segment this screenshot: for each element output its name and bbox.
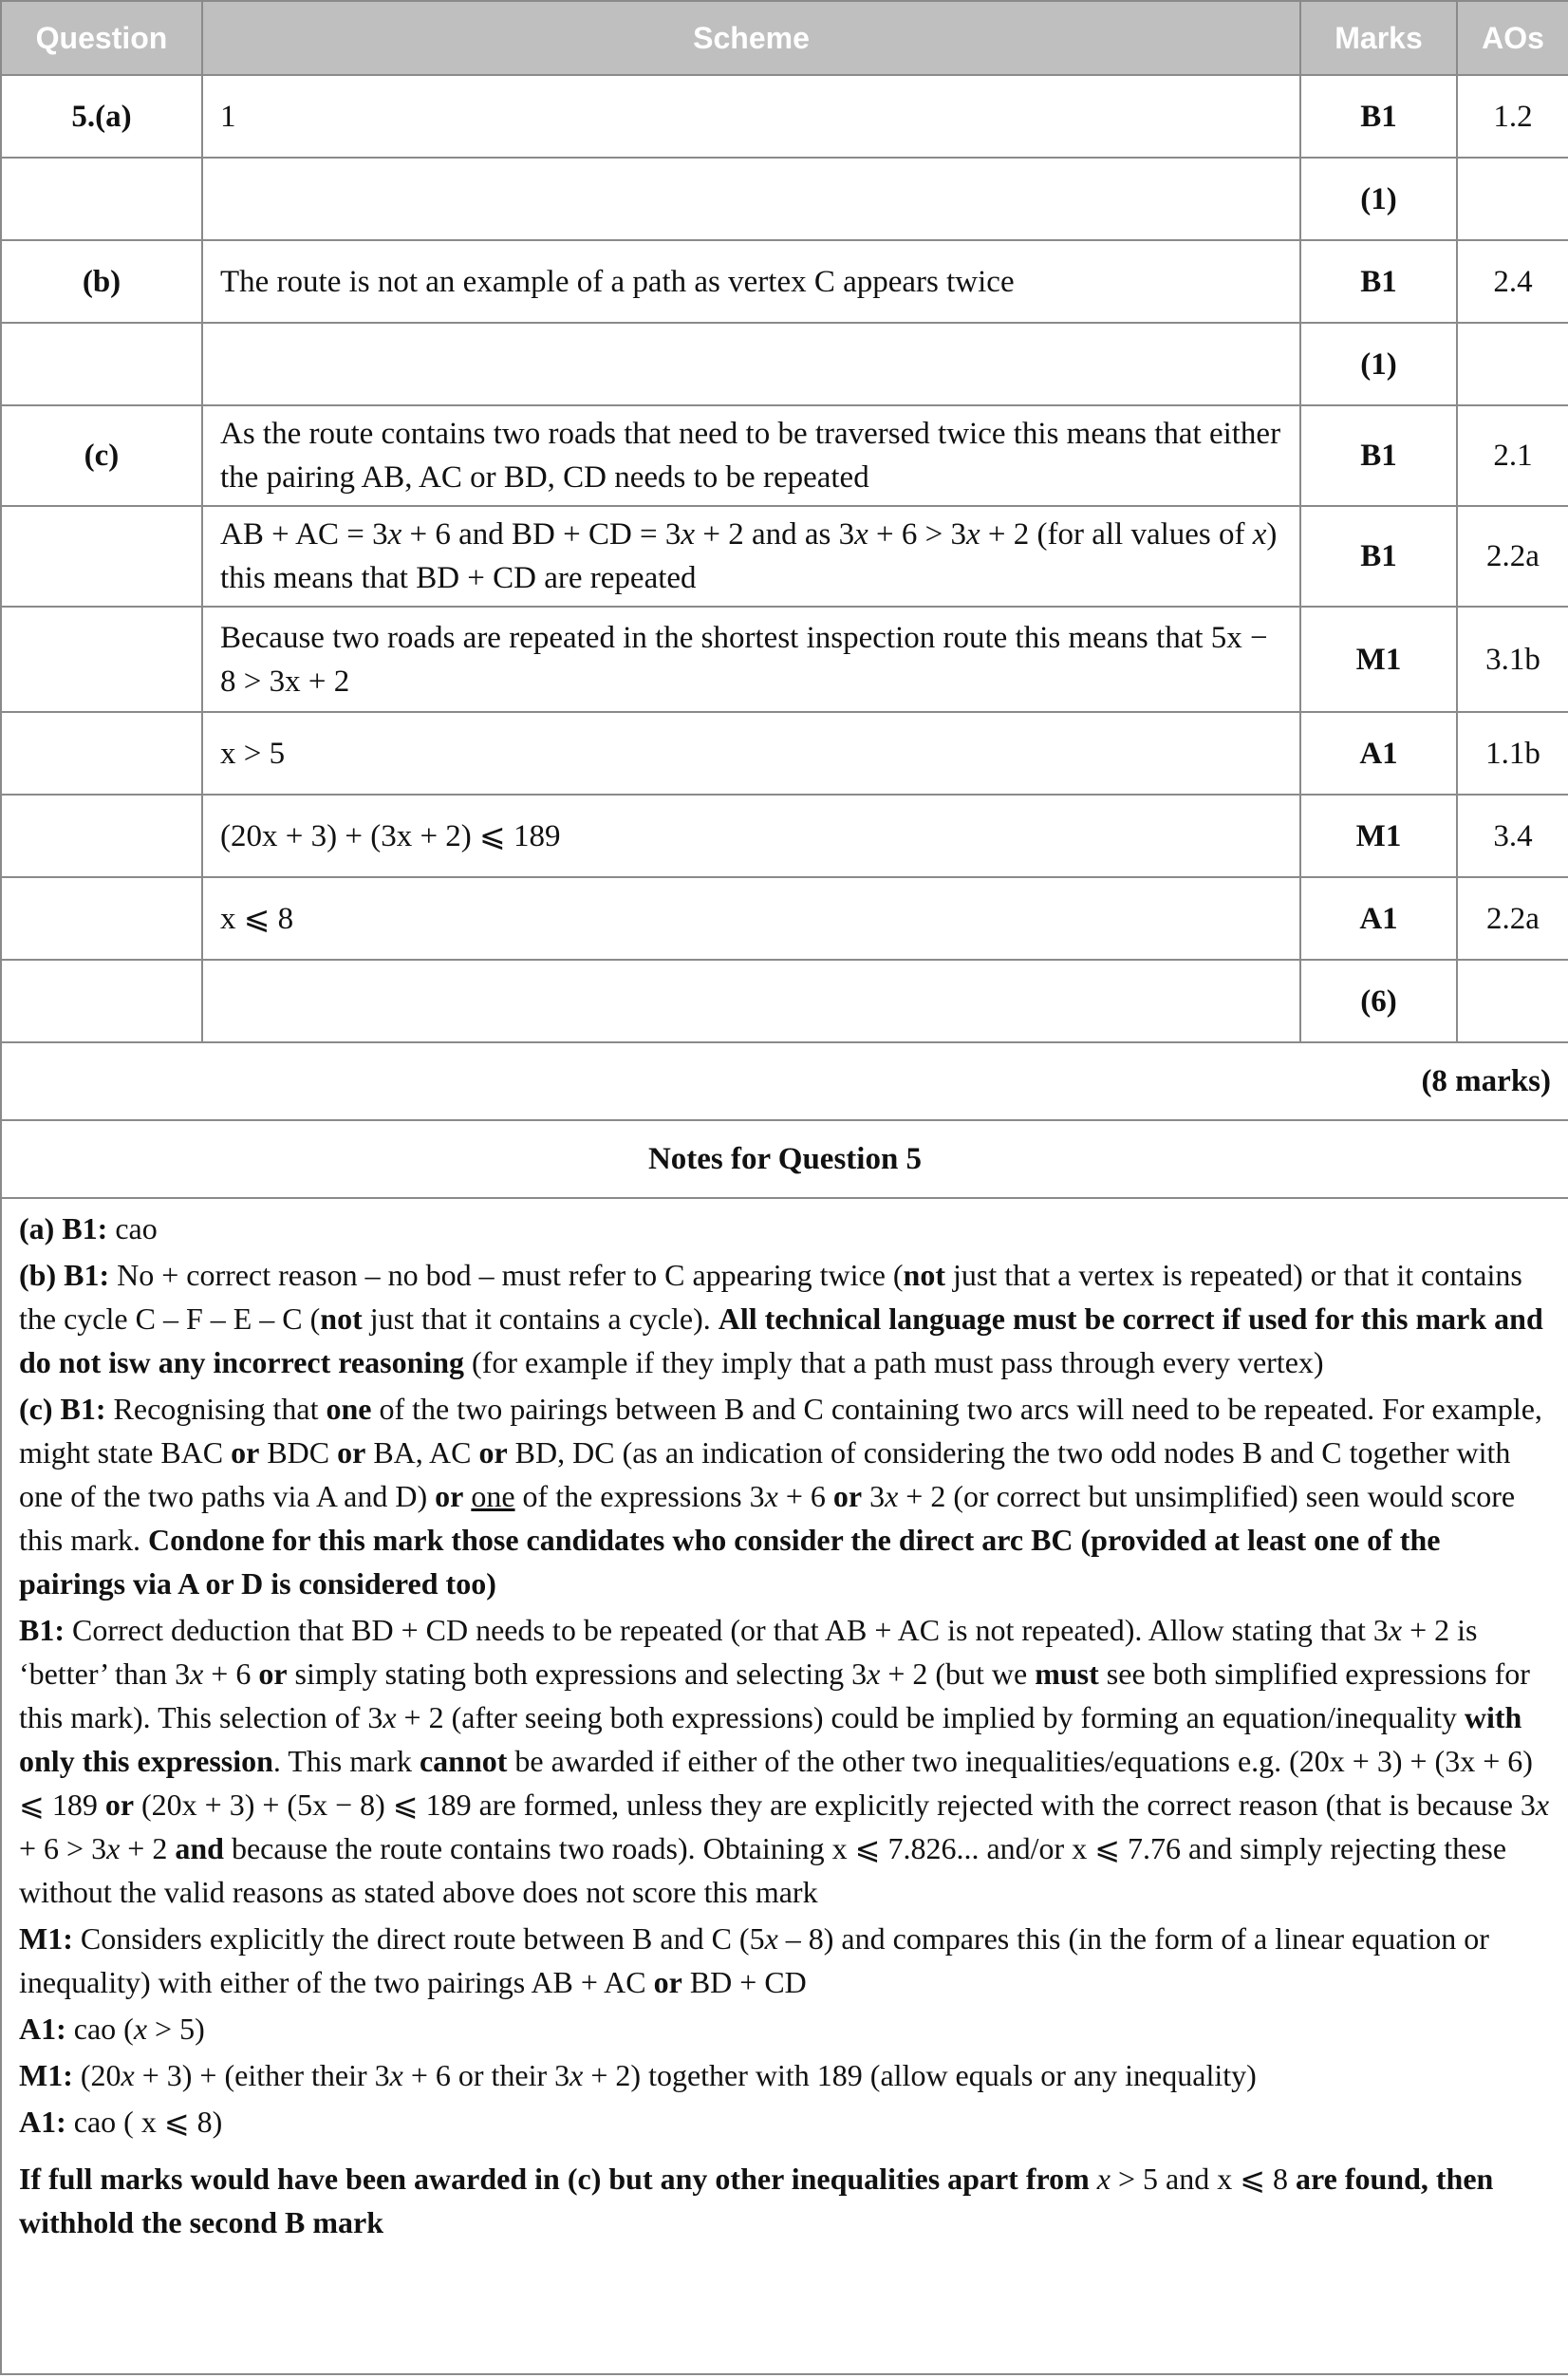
- scheme-cell: [202, 960, 1300, 1042]
- notes-body: [1, 1198, 1568, 2374]
- inequality-math: x ⩽ 8: [140, 2105, 213, 2139]
- scheme-cell: [202, 158, 1300, 240]
- note-c-a1-second: A1: cao ( x ⩽ 8): [19, 2105, 223, 2139]
- inequality-math: (20x + 3) + (3x + 6) ⩽ 189: [19, 1744, 1533, 1822]
- notes-title: Notes for Question 5: [1, 1120, 1568, 1198]
- notes-row: [1, 1198, 1568, 2374]
- mark-cell: M1: [1300, 795, 1457, 877]
- question-cell: (c): [1, 405, 202, 506]
- mark-cell: (6): [1300, 960, 1457, 1042]
- scheme-cell: The route is not an example of a path as vertex C appears twice: [202, 240, 1300, 323]
- scheme-cell: As the route contains two roads that need to be traversed twice this means that either the pairing AB, AC or BD, CD needs to be repeated: [202, 405, 1300, 506]
- table-row: [1, 712, 1568, 795]
- scheme-cell: [202, 323, 1300, 405]
- header-scheme: Scheme: [202, 1, 1300, 75]
- question-cell: [1, 712, 202, 795]
- table-row: [1, 240, 1568, 323]
- note-c-m1: M1: Considers explicitly the direct route between B and C (5x – 8) and compares this (in the form of a linear equation or inequality) with either of the two pairings AB + AC or BD + CD: [19, 1921, 1489, 1999]
- inequality-math: x ⩽ 8: [1217, 2162, 1289, 2196]
- table-row: [1, 405, 1568, 506]
- question-cell: [1, 506, 202, 607]
- table-row: [1, 960, 1568, 1042]
- header-row: [1, 1, 1568, 75]
- table-row: [1, 795, 1568, 877]
- table-row: [1, 506, 1568, 607]
- scheme-cell: x > 5: [202, 712, 1300, 795]
- mark-cell: (1): [1300, 158, 1457, 240]
- table-row: [1, 75, 1568, 158]
- total-row: [1, 1042, 1568, 1120]
- ao-cell: [1457, 323, 1568, 405]
- scheme-cell: Because two roads are repeated in the shortest inspection route this means that 5x − 8 > 3x + 2: [202, 607, 1300, 712]
- question-cell: [1, 960, 202, 1042]
- note-c-m1-second: M1: (20x + 3) + (either their 3x + 6 or their 3x + 2) together with 189 (allow equals or any inequality): [19, 2058, 1257, 2092]
- ao-cell: 1.2: [1457, 75, 1568, 158]
- header-question: Question: [1, 1, 202, 75]
- mark-cell: A1: [1300, 877, 1457, 960]
- ao-cell: 2.2a: [1457, 877, 1568, 960]
- mark-cell: (1): [1300, 323, 1457, 405]
- mark-cell: B1: [1300, 75, 1457, 158]
- ao-cell: 2.1: [1457, 405, 1568, 506]
- mark-cell: B1: [1300, 405, 1457, 506]
- table-row: [1, 877, 1568, 960]
- mark-cell: A1: [1300, 712, 1457, 795]
- inequality-math: x ⩽ 7.76: [1072, 1831, 1182, 1865]
- question-cell: [1, 158, 202, 240]
- note-c-b2: B1: Correct deduction that BD + CD needs to be repeated (or that AB + AC is not repeated). Allow stating that 3x + 2 is ‘better’ than 3x + 6 or simply stating both expressions and selecting 3x + 2 (but we must see both simplified expressions for this mark). This selection of 3x + 2 (after seeing both expressions) could be implied by forming an equation/inequality with only this expression. This mark cannot be awarded if either of the other two inequalities/equations e.g. (20x + 3) + (3x + 6) ⩽ 189 or (20x + 3) + (5x − 8) ⩽ 189 are formed, unless they are explicitly rejected with the correct reason (that is because 3x + 6 > 3x + 2 and because the route contains two roads). Obtaining x ⩽ 7.826... and/or x ⩽ 7.76 and simply rejecting these without the valid reasons as stated above does not score this mark: [19, 1613, 1550, 1909]
- header-aos: AOs: [1457, 1, 1568, 75]
- inequality-math: 5x − 8 > 3x + 2: [220, 620, 1268, 699]
- scheme-cell: 1: [202, 75, 1300, 158]
- ao-cell: 2.2a: [1457, 506, 1568, 607]
- note-c-a1: A1: cao (x > 5): [19, 2012, 205, 2046]
- question-cell: (b): [1, 240, 202, 323]
- question-cell: [1, 877, 202, 960]
- table-row: [1, 607, 1568, 712]
- note-c-b1: (c) B1: Recognising that one of the two pairings between B and C containing two arcs will need to be repeated. For example, might state BAC or BDC or BA, AC or BD, DC (as an indication of considering the two odd nodes B and C together with one of the two paths via A and D) or one of the expressions 3x + 6 or 3x + 2 (or correct but unsimplified) seen would score this mark. Condone for this mark those candidates who consider the direct arc BC (provided at least one of the pairings via A or D is considered too): [19, 1392, 1542, 1601]
- note-b: (b) B1: No + correct reason – no bod – must refer to C appearing twice (not just that a vertex is repeated) or that it contains the cycle C – F – E – C (not just that it contains a cycle). All technical language must be correct if used for this mark and do not isw any incorrect reasoning (for example if they imply that a path must pass through every vertex): [19, 1258, 1543, 1379]
- question-cell: [1, 607, 202, 712]
- ao-cell: [1457, 158, 1568, 240]
- scheme-cell: x ⩽ 8: [202, 877, 1300, 960]
- table-row: [1, 158, 1568, 240]
- header-marks: Marks: [1300, 1, 1457, 75]
- inequality-math: (20x + 3) + (5x − 8) ⩽ 189: [141, 1788, 472, 1822]
- question-cell: [1, 795, 202, 877]
- ao-cell: [1457, 960, 1568, 1042]
- inequality-math: x ⩽ 7.826...: [831, 1831, 980, 1865]
- total-marks: (8 marks): [1, 1042, 1568, 1120]
- table-row: [1, 323, 1568, 405]
- mark-cell: B1: [1300, 506, 1457, 607]
- ao-cell: 3.4: [1457, 795, 1568, 877]
- ao-cell: 1.1b: [1457, 712, 1568, 795]
- ao-cell: 3.1b: [1457, 607, 1568, 712]
- scheme-cell: (20x + 3) + (3x + 2) ⩽ 189: [202, 795, 1300, 877]
- note-a: (a) B1: cao: [19, 1211, 158, 1245]
- note-final: If full marks would have been awarded in (c) but any other inequalities apart from x > 5 and x ⩽ 8 are found, then withhold the second B mark: [19, 2162, 1494, 2239]
- notes-title-row: [1, 1120, 1568, 1198]
- question-cell: 5.(a): [1, 75, 202, 158]
- ao-cell: 2.4: [1457, 240, 1568, 323]
- mark-cell: B1: [1300, 240, 1457, 323]
- scheme-cell: AB + AC = 3x + 6 and BD + CD = 3x + 2 and as 3x + 6 > 3x + 2 (for all values of x) this means that BD + CD are repeated: [202, 506, 1300, 607]
- question-cell: [1, 323, 202, 405]
- mark-cell: M1: [1300, 607, 1457, 712]
